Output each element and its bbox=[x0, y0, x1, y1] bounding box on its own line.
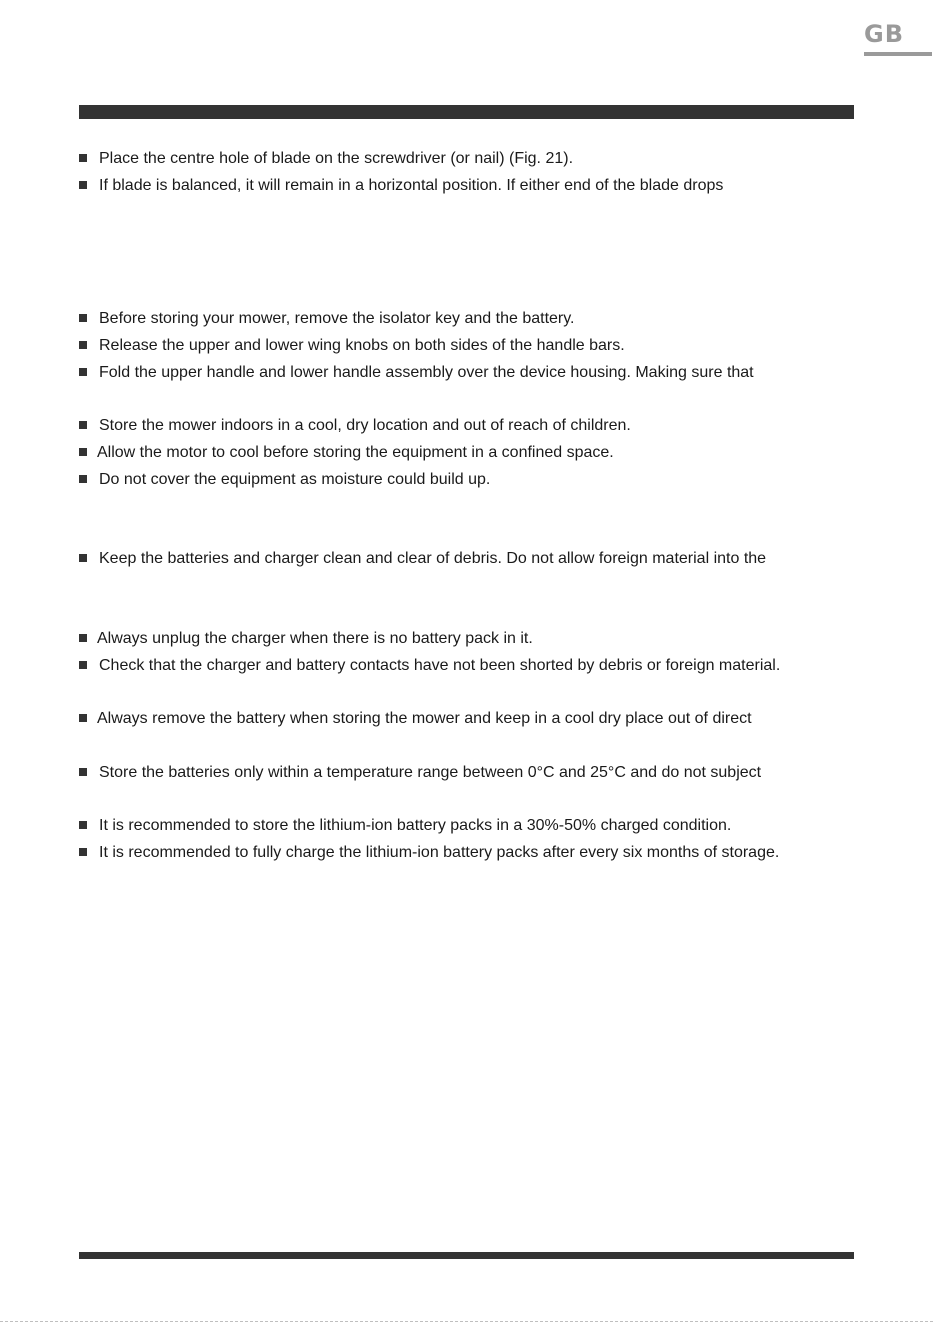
list-item-text: Store the batteries only within a temperature range between 0°C and 25°C and do not subject bbox=[99, 764, 762, 781]
bullet-square-icon bbox=[79, 154, 87, 162]
list-item bbox=[79, 442, 869, 464]
list-item-text: Keep the batteries and charger clean and clear of debris. Do not allow foreign material into the bbox=[99, 550, 767, 567]
bullet-square-icon bbox=[79, 714, 87, 722]
list-item bbox=[79, 815, 869, 837]
list-item-text: It is recommended to fully charge the lithium-ion battery packs after every six months of storage. bbox=[99, 844, 780, 861]
list-item bbox=[79, 175, 869, 197]
list-item-text: It is recommended to store the lithium-ion battery packs in a 30%-50% charged condition. bbox=[99, 817, 732, 834]
bullet-square-icon bbox=[79, 768, 87, 776]
bullet-square-icon bbox=[79, 181, 87, 189]
bullet-square-icon bbox=[79, 848, 87, 856]
list-item bbox=[79, 362, 869, 384]
list-item bbox=[79, 708, 869, 730]
list-item bbox=[79, 842, 869, 864]
list-item bbox=[79, 335, 869, 357]
list-item-text: If blade is balanced, it will remain in a horizontal position. If either end of the blade drops bbox=[99, 177, 724, 194]
list-item-text: Before storing your mower, remove the isolator key and the battery. bbox=[99, 310, 575, 327]
list-item-text: Always unplug the charger when there is no battery pack in it. bbox=[97, 630, 533, 647]
bullet-square-icon bbox=[79, 448, 87, 456]
list-item bbox=[79, 308, 869, 330]
bullet-square-icon bbox=[79, 634, 87, 642]
list-item-text: Place the centre hole of blade on the screwdriver (or nail) (Fig. 21). bbox=[99, 150, 574, 167]
bullet-square-icon bbox=[79, 314, 87, 322]
bullet-square-icon bbox=[79, 341, 87, 349]
list-item bbox=[79, 469, 869, 491]
list-item-text: Do not cover the equipment as moisture could build up. bbox=[99, 471, 491, 488]
language-underline bbox=[864, 52, 932, 56]
list-item bbox=[79, 762, 869, 784]
bullet-square-icon bbox=[79, 554, 87, 562]
list-item-text: Check that the charger and battery contacts have not been shorted by debris or foreign material. bbox=[99, 657, 781, 674]
list-item bbox=[79, 548, 869, 570]
list-item bbox=[79, 628, 869, 650]
bullet-square-icon bbox=[79, 421, 87, 429]
list-item bbox=[79, 415, 869, 437]
section-header-bar bbox=[79, 105, 854, 119]
list-item-text: Allow the motor to cool before storing the equipment in a confined space. bbox=[97, 444, 614, 461]
list-item-text: Always remove the battery when storing the mower and keep in a cool dry place out of direct bbox=[97, 710, 752, 727]
page-edge-dotted-line bbox=[0, 1321, 933, 1322]
bullet-square-icon bbox=[79, 661, 87, 669]
language-label: GB bbox=[864, 20, 904, 48]
bullet-square-icon bbox=[79, 475, 87, 483]
footer-bar bbox=[79, 1252, 854, 1259]
bullet-square-icon bbox=[79, 821, 87, 829]
list-item bbox=[79, 655, 869, 677]
list-item bbox=[79, 148, 869, 170]
list-item-text: Store the mower indoors in a cool, dry location and out of reach of children. bbox=[99, 417, 631, 434]
list-item-text: Fold the upper handle and lower handle assembly over the device housing. Making sure that bbox=[99, 364, 754, 381]
list-item-text: Release the upper and lower wing knobs on both sides of the handle bars. bbox=[99, 337, 625, 354]
bullet-square-icon bbox=[79, 368, 87, 376]
